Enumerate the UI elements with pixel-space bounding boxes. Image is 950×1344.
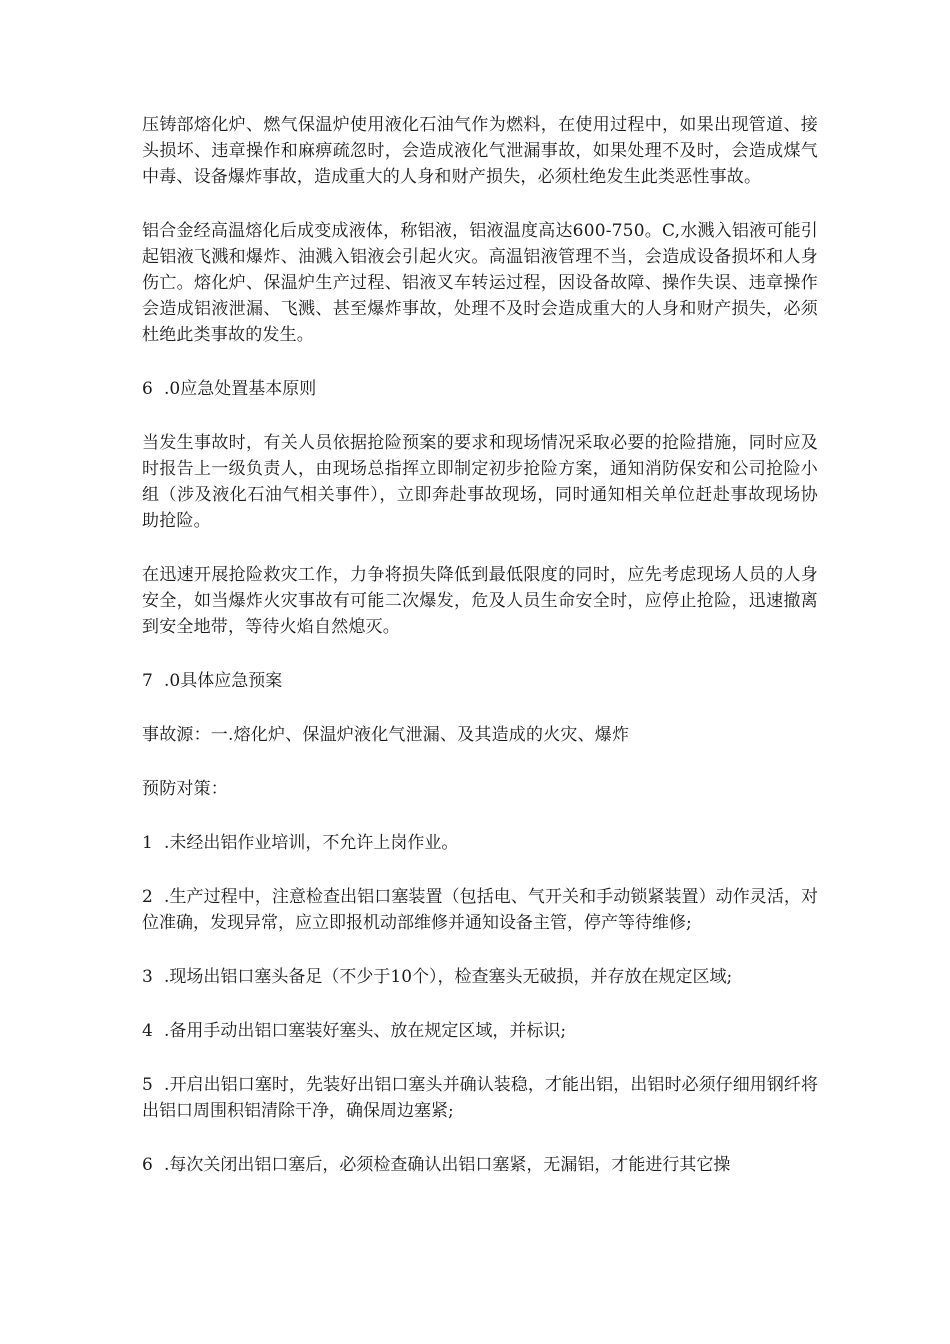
item-text: .开启出铝口塞时，先装好出铝口塞头并确认装稳，才能出铝，出铝时必须仔细用钢纤将出铝口周围积铝清除干净，确保周边塞紧;	[142, 1075, 818, 1121]
item-number: 6	[142, 1155, 153, 1175]
list-item	[142, 964, 818, 990]
section-heading-7	[142, 668, 818, 694]
item-text: .每次关闭出铝口塞后，必须检查确认出铝口塞紧，无漏铝，才能进行其它操	[164, 1155, 731, 1175]
item-text: .备用手动出铝口塞装好塞头、放在规定区域，并标识;	[164, 1021, 567, 1041]
section-heading-6	[142, 376, 818, 402]
item-number: 3	[142, 967, 153, 987]
item-number: 1	[142, 833, 153, 853]
document-body	[142, 112, 818, 1206]
section-number: 7	[142, 671, 153, 691]
paragraph-aluminum-liquid-hazard: 铝合金经高温熔化后成变成液体，称铝液，铝液温度高达600-750。C,水溅入铝液可能引起铝液飞溅和爆炸、油溅入铝液会引起火灾。高温铝液管理不当，会造成设备损坏和人身伤亡。熔化炉、保温炉生产过程、铝液叉车转运过程，因设备故障、操作失误、违章操作会造成铝液泄漏、飞溅、甚至爆炸事故，处理不及时会造成重大的人身和财产损失，必须杜绝此类事故的发生。	[142, 221, 818, 345]
paragraph-emergency-response: 当发生事故时，有关人员依据抢险预案的要求和现场情况采取必要的抢险措施，同时应及时报告上一级负责人，由现场总指挥立即制定初步抢险方案，通知消防保安和公司抢险小组（涉及液化石油气相关事件），立即奔赴事故现场，同时通知相关单位赶赴事故现场协助抢险。	[142, 433, 818, 531]
list-item	[142, 1152, 818, 1178]
section-title: .0应急处置基本原则	[164, 379, 317, 399]
list-item	[142, 884, 818, 936]
item-text: .生产过程中，注意检查出铝口塞装置（包括电、气开关和手动锁紧装置）动作灵活，对位准确，发现异常，应立即报机动部维修并通知设备主管，停产等待维修;	[142, 887, 818, 933]
prevention-label: 预防对策：	[142, 779, 228, 799]
item-number: 5	[142, 1075, 153, 1095]
list-item	[142, 1072, 818, 1124]
item-number: 2	[142, 887, 153, 907]
list-item	[142, 1018, 818, 1044]
paragraph-rescue-safety: 在迅速开展抢险救灾工作，力争将损失降低到最低限度的同时，应先考虑现场人员的人身安全，如当爆炸火灾事故有可能二次爆发，危及人员生命安全时，应停止抢险，迅速撤离到安全地带，等待火焰自然熄灭。	[142, 565, 818, 637]
paragraph-lpg-hazard: 压铸部熔化炉、燃气保温炉使用液化石油气作为燃料，在使用过程中，如果出现管道、接头损坏、违章操作和麻痹疏忽时，会造成液化气泄漏事故，如果处理不及时，会造成煤气中毒、设备爆炸事故，造成重大的人身和财产损失，必须杜绝发生此类恶性事故。	[142, 115, 818, 187]
section-title: .0具体应急预案	[164, 671, 283, 691]
item-text: .未经出铝作业培训，不允许上岗作业。	[164, 833, 459, 853]
accident-source: 事故源：一.熔化炉、保温炉液化气泄漏、及其造成的火灾、爆炸	[142, 725, 630, 745]
item-text: .现场出铝口塞头备足（不少于10个），检查塞头无破损，并存放在规定区域;	[164, 967, 733, 987]
list-item	[142, 830, 818, 856]
item-number: 4	[142, 1021, 153, 1041]
section-number: 6	[142, 379, 153, 399]
